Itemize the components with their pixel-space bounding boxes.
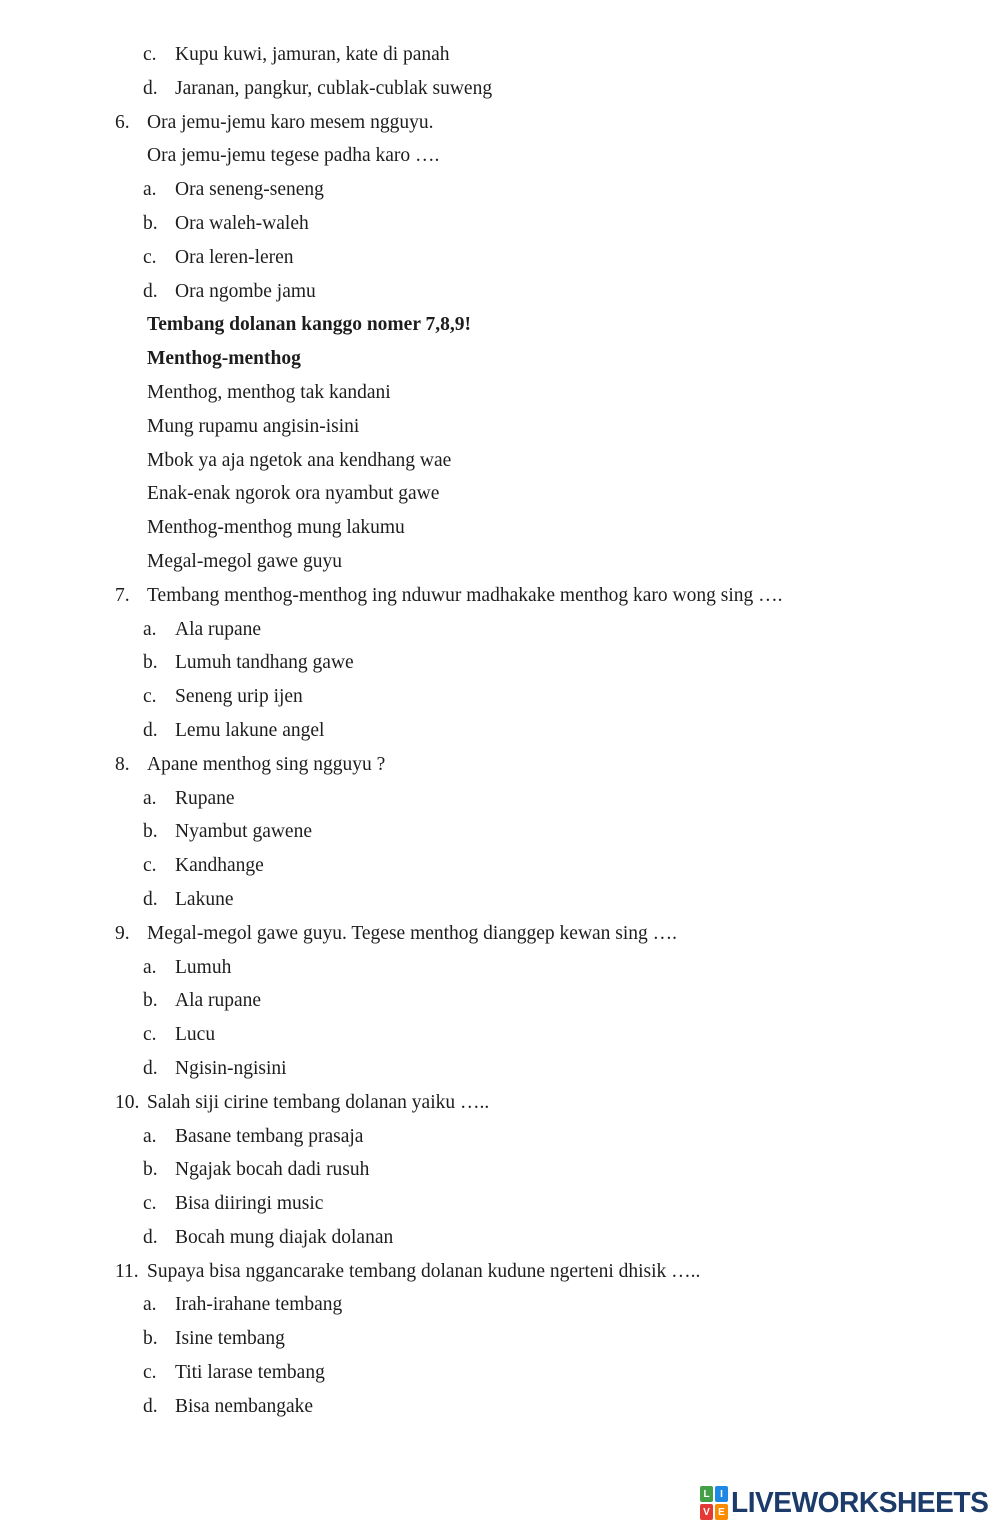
question-text: Ora jemu-jemu karo mesem ngguyu. xyxy=(147,111,434,133)
liveworksheets-logo[interactable] xyxy=(700,1484,996,1522)
question-line xyxy=(0,917,1000,951)
option-letter: d. xyxy=(143,1057,158,1079)
option-text: Lumuh xyxy=(175,956,232,978)
option-text: Lakune xyxy=(175,888,234,910)
option-text: Ala rupane xyxy=(175,990,262,1012)
question-number: 7. xyxy=(115,584,130,606)
question-number: 8. xyxy=(115,753,130,775)
option-line[interactable] xyxy=(0,1221,1000,1255)
option-text: Seneng urip ijen xyxy=(175,686,303,708)
option-line[interactable] xyxy=(0,207,1000,241)
option-letter: c. xyxy=(143,686,157,708)
option-letter: a. xyxy=(143,618,157,640)
option-letter: d. xyxy=(143,280,158,302)
lyric-line: Menthog-menthog mung lakumu xyxy=(147,517,405,539)
option-line[interactable] xyxy=(0,275,1000,309)
section-header: Tembang dolanan kanggo nomer 7,8,9! xyxy=(147,314,471,336)
option-text: Ora ngombe jamu xyxy=(175,280,316,302)
option-letter: c. xyxy=(143,246,157,268)
question-number: 10. xyxy=(115,1091,140,1113)
option-line[interactable] xyxy=(0,38,1000,72)
option-letter: a. xyxy=(143,179,157,201)
option-letter: b. xyxy=(143,652,158,674)
question-continuation: Ora jemu-jemu tegese padha karo …. xyxy=(147,145,440,167)
option-text: Isine tembang xyxy=(175,1328,285,1350)
option-letter: d. xyxy=(143,1226,158,1248)
option-letter: a. xyxy=(143,1294,157,1316)
option-letter: d. xyxy=(143,888,158,910)
option-letter: d. xyxy=(143,719,158,741)
option-line[interactable] xyxy=(0,849,1000,883)
option-text: Bisa diiringi music xyxy=(175,1193,324,1215)
lyric-line: Menthog, menthog tak kandani xyxy=(147,381,391,403)
option-letter: c. xyxy=(143,1362,157,1384)
option-text: Ora waleh-waleh xyxy=(175,212,309,234)
lyric-line: Megal-megol gawe guyu xyxy=(147,550,342,572)
option-letter: b. xyxy=(143,212,158,234)
option-line[interactable] xyxy=(0,613,1000,647)
option-line[interactable] xyxy=(0,241,1000,275)
option-letter: a. xyxy=(143,956,157,978)
question-line xyxy=(0,1086,1000,1120)
option-line[interactable] xyxy=(0,72,1000,106)
option-text: Ngajak bocah dadi rusuh xyxy=(175,1159,370,1181)
option-text: Nyambut gawene xyxy=(175,821,312,843)
option-line[interactable] xyxy=(0,1187,1000,1221)
option-letter: c. xyxy=(143,1024,157,1046)
option-line[interactable] xyxy=(0,1052,1000,1086)
option-text: Lucu xyxy=(175,1024,216,1046)
option-text: Lemu lakune angel xyxy=(175,719,325,741)
question-line xyxy=(0,579,1000,613)
liveworksheets-grid-icon xyxy=(700,1486,728,1520)
question-number: 6. xyxy=(115,111,130,133)
option-line[interactable] xyxy=(0,714,1000,748)
option-letter: b. xyxy=(143,821,158,843)
option-letter: d. xyxy=(143,77,158,99)
option-line[interactable] xyxy=(0,984,1000,1018)
section-header: Menthog-menthog xyxy=(147,348,301,370)
option-line[interactable] xyxy=(0,646,1000,680)
question-line xyxy=(0,748,1000,782)
option-letter: d. xyxy=(143,1395,158,1417)
option-line[interactable] xyxy=(0,173,1000,207)
logo-tile-e: E xyxy=(715,1504,728,1520)
option-text: Kupu kuwi, jamuran, kate di panah xyxy=(175,44,450,65)
question-text: Apane menthog sing ngguyu ? xyxy=(147,753,386,775)
question-text: Salah siji cirine tembang dolanan yaiku ….. xyxy=(147,1091,490,1113)
option-letter: b. xyxy=(143,1328,158,1350)
option-line[interactable] xyxy=(0,951,1000,985)
option-text: Lumuh tandhang gawe xyxy=(175,652,354,674)
option-text: Irah-irahane tembang xyxy=(175,1294,343,1316)
option-text: Ngisin-ngisini xyxy=(175,1057,287,1079)
option-text: Rupane xyxy=(175,787,235,809)
option-line[interactable] xyxy=(0,782,1000,816)
question-number: 11. xyxy=(115,1260,139,1282)
question-text: Megal-megol gawe guyu. Tegese menthog dianggep kewan sing …. xyxy=(147,922,678,944)
lyric-line: Enak-enak ngorok ora nyambut gawe xyxy=(147,483,440,505)
option-line[interactable] xyxy=(0,680,1000,714)
option-line[interactable] xyxy=(0,1153,1000,1187)
question-text: Supaya bisa nggancarake tembang dolanan kudune ngerteni dhisik ….. xyxy=(147,1260,701,1282)
option-line[interactable] xyxy=(0,883,1000,917)
option-letter: a. xyxy=(143,787,157,809)
option-line[interactable] xyxy=(0,1288,1000,1322)
logo-tile-i: I xyxy=(715,1486,728,1502)
option-text: Ora seneng-seneng xyxy=(175,179,324,201)
lyric-line: Mung rupamu angisin-isini xyxy=(147,415,360,437)
option-line[interactable] xyxy=(0,1120,1000,1154)
worksheet-body xyxy=(0,38,1000,1424)
lyric-line: Mbok ya aja ngetok ana kendhang wae xyxy=(147,449,452,471)
option-text: Jaranan, pangkur, cublak-cublak suweng xyxy=(175,77,493,99)
option-line[interactable] xyxy=(0,1018,1000,1052)
question-line xyxy=(0,106,1000,140)
option-letter: c. xyxy=(143,855,157,877)
option-text: Bisa nembangake xyxy=(175,1395,314,1417)
option-letter: b. xyxy=(143,1159,158,1181)
option-line[interactable] xyxy=(0,1356,1000,1390)
logo-tile-l: L xyxy=(700,1486,713,1502)
option-line[interactable] xyxy=(0,1322,1000,1356)
liveworksheets-wordmark: LIVEWORKSHEETS xyxy=(731,1486,989,1519)
question-line xyxy=(0,1255,1000,1289)
option-line[interactable] xyxy=(0,1390,1000,1424)
option-letter: c. xyxy=(143,44,157,65)
option-letter: b. xyxy=(143,990,158,1012)
option-letter: c. xyxy=(143,1193,157,1215)
option-text: Bocah mung diajak dolanan xyxy=(175,1226,394,1248)
logo-tile-v: V xyxy=(700,1504,713,1520)
option-text: Ala rupane xyxy=(175,618,262,640)
option-text: Basane tembang prasaja xyxy=(175,1125,364,1147)
option-letter: a. xyxy=(143,1125,157,1147)
question-text: Tembang menthog-menthog ing nduwur madhakake menthog karo wong sing …. xyxy=(147,584,783,606)
option-line[interactable] xyxy=(0,815,1000,849)
option-text: Titi larase tembang xyxy=(175,1362,325,1384)
option-text: Ora leren-leren xyxy=(175,246,294,268)
question-number: 9. xyxy=(115,922,130,944)
option-text: Kandhange xyxy=(175,855,264,877)
